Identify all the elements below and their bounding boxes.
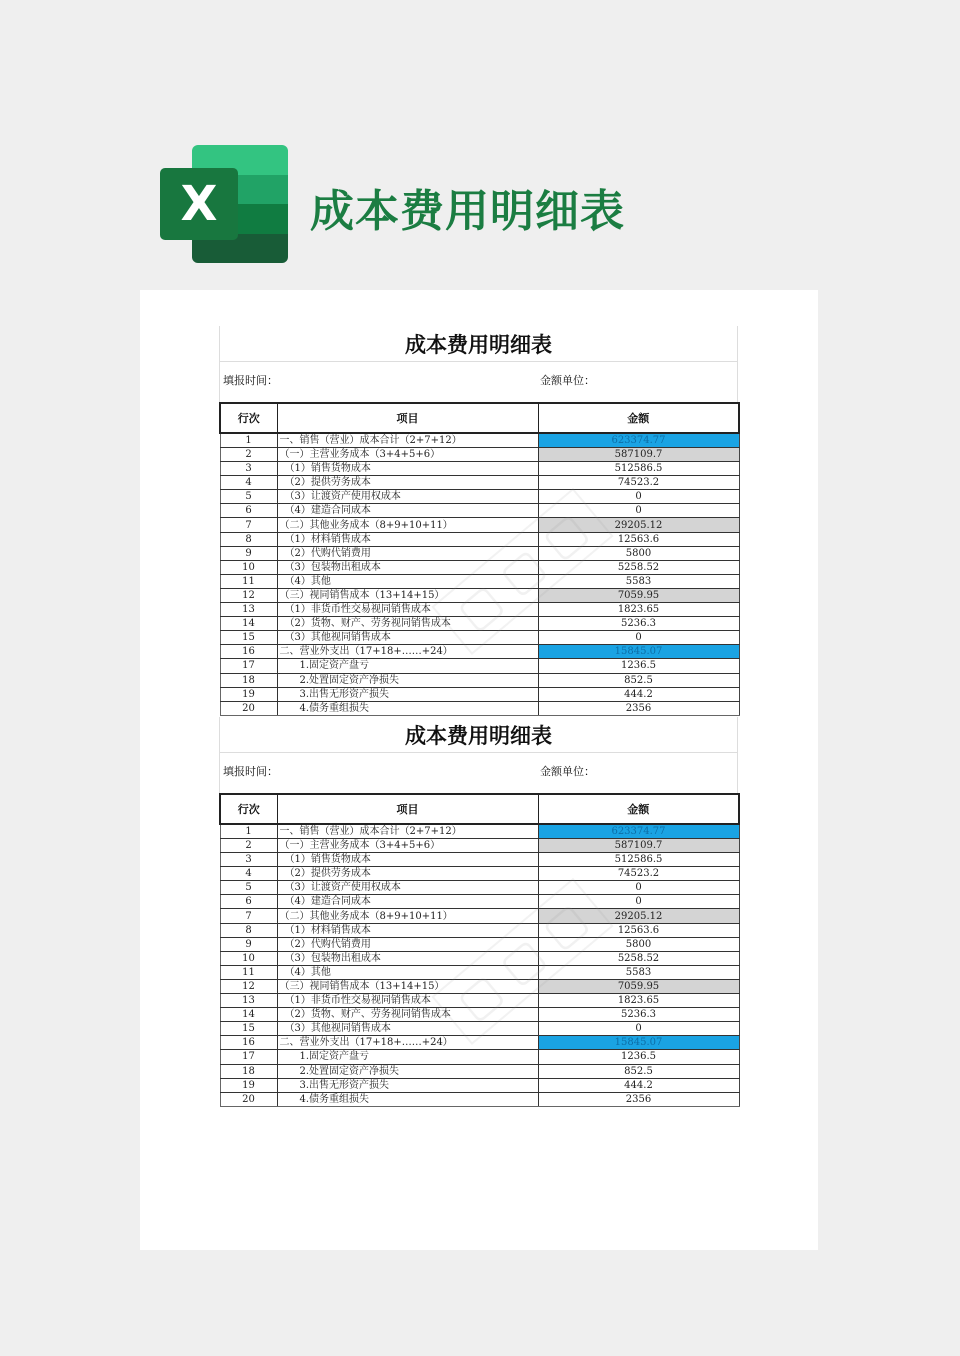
column-header-item: 项目 [277,794,538,824]
table-row [220,881,739,895]
row-number-cell: 17 [220,1050,277,1064]
amount-cell: 1823.65 [538,994,739,1008]
table-header-row [220,403,739,433]
amount-cell: 0 [538,631,739,645]
spacer [219,783,738,793]
amount-cell: 29205.12 [538,518,739,532]
table-row [220,867,739,881]
row-number-cell: 5 [220,490,277,504]
column-header-amount: 金额 [538,794,739,824]
amount-cell: 444.2 [538,1078,739,1092]
amount-cell: 15845.07 [538,1036,739,1050]
row-number-cell: 16 [220,645,277,659]
amount-cell: 1236.5 [538,1050,739,1064]
table-row [220,853,739,867]
excel-icon [160,145,290,265]
table-row [220,645,739,659]
table-row [220,979,739,993]
fill-time-label: 填报时间： [223,374,278,387]
amount-cell: 5800 [538,937,739,951]
sheet-title: 成本费用明细表 [219,717,738,753]
item-cell: （3）让渡资产使用权成本 [277,490,538,504]
item-cell: 4.债务重组损失 [277,701,538,715]
sheet-meta [219,362,738,392]
item-cell: 3.出售无形资产损失 [277,687,538,701]
row-number-cell: 16 [220,1036,277,1050]
table-row [220,839,739,853]
cost-table [219,793,740,1107]
amount-cell: 587109.7 [538,839,739,853]
table-row [220,546,739,560]
row-number-cell: 1 [220,433,277,448]
sheet-meta [219,753,738,783]
row-number-cell: 8 [220,923,277,937]
table-row [220,603,739,617]
table-row [220,687,739,701]
table-row [220,951,739,965]
item-cell: （4）其他 [277,574,538,588]
table-row [220,965,739,979]
amount-cell: 2356 [538,1092,739,1106]
spacer [219,392,738,402]
row-number-cell: 4 [220,867,277,881]
row-number-cell: 8 [220,532,277,546]
item-cell: （2）提供劳务成本 [277,476,538,490]
item-cell: （1）销售货物成本 [277,462,538,476]
table-row [220,1022,739,1036]
item-cell: 3.出售无形资产损失 [277,1078,538,1092]
item-cell: 1.固定资产盘亏 [277,659,538,673]
table-row [220,1064,739,1078]
column-header-amount: 金额 [538,403,739,433]
amount-cell: 623374.77 [538,824,739,839]
row-number-cell: 9 [220,546,277,560]
table-row [220,490,739,504]
item-cell: （3）包装物出租成本 [277,560,538,574]
table-row [220,1092,739,1106]
row-number-cell: 5 [220,881,277,895]
table-row [220,617,739,631]
row-number-cell: 10 [220,560,277,574]
table-row [220,631,739,645]
row-number-cell: 6 [220,504,277,518]
amount-cell: 444.2 [538,687,739,701]
amount-cell: 5583 [538,574,739,588]
item-cell: （二）其他业务成本（8+9+10+11） [277,518,538,532]
column-header-row-no: 行次 [220,794,277,824]
row-number-cell: 4 [220,476,277,490]
item-cell: （2）提供劳务成本 [277,867,538,881]
table-row [220,462,739,476]
table-row [220,673,739,687]
amount-cell: 0 [538,1022,739,1036]
item-cell: 1.固定资产盘亏 [277,1050,538,1064]
row-number-cell: 17 [220,659,277,673]
row-number-cell: 19 [220,1078,277,1092]
table-row [220,1078,739,1092]
row-number-cell: 20 [220,701,277,715]
row-number-cell: 12 [220,588,277,602]
row-number-cell: 1 [220,824,277,839]
item-cell: （2）代购代销费用 [277,546,538,560]
amount-cell: 2356 [538,701,739,715]
table-row [220,659,739,673]
table-row [220,476,739,490]
amount-cell: 512586.5 [538,853,739,867]
table-row [220,994,739,1008]
page-header [160,145,720,265]
row-number-cell: 10 [220,951,277,965]
row-number-cell: 2 [220,448,277,462]
table-row [220,701,739,715]
item-cell: （3）其他视同销售成本 [277,631,538,645]
item-cell: （1）材料销售成本 [277,532,538,546]
row-number-cell: 13 [220,603,277,617]
amount-cell: 0 [538,504,739,518]
item-cell: （4）建造合同成本 [277,504,538,518]
amount-cell: 74523.2 [538,476,739,490]
amount-cell: 7059.95 [538,588,739,602]
amount-unit-label: 金额单位： [540,374,595,387]
item-cell: （1）非货币性交易视同销售成本 [277,994,538,1008]
item-cell: （二）其他业务成本（8+9+10+11） [277,909,538,923]
table-row [220,560,739,574]
amount-cell: 1823.65 [538,603,739,617]
amount-cell: 1236.5 [538,659,739,673]
amount-cell: 5258.52 [538,951,739,965]
row-number-cell: 13 [220,994,277,1008]
table-row [220,588,739,602]
row-number-cell: 2 [220,839,277,853]
table-row [220,532,739,546]
row-number-cell: 3 [220,462,277,476]
row-number-cell: 6 [220,895,277,909]
page-title: 成本费用明细表 [310,186,625,237]
amount-cell: 5800 [538,546,739,560]
item-cell: （三）视同销售成本（13+14+15） [277,588,538,602]
row-number-cell: 14 [220,1008,277,1022]
row-number-cell: 7 [220,518,277,532]
column-header-item: 项目 [277,403,538,433]
row-number-cell: 15 [220,631,277,645]
row-number-cell: 20 [220,1092,277,1106]
item-cell: 二、营业外支出（17+18+……+24） [277,1036,538,1050]
table-row [220,895,739,909]
table-row [220,1008,739,1022]
row-number-cell: 3 [220,853,277,867]
row-number-cell: 18 [220,673,277,687]
table-row [220,909,739,923]
item-cell: （三）视同销售成本（13+14+15） [277,979,538,993]
amount-cell: 0 [538,895,739,909]
sheet-title: 成本费用明细表 [219,326,738,362]
item-cell: （2）货物、财产、劳务视同销售成本 [277,1008,538,1022]
item-cell: 2.处置固定资产净损失 [277,673,538,687]
item-cell: 二、营业外支出（17+18+……+24） [277,645,538,659]
table-row [220,1036,739,1050]
amount-cell: 0 [538,881,739,895]
amount-cell: 12563.6 [538,532,739,546]
item-cell: 一、销售（营业）成本合计（2+7+12） [277,433,538,448]
item-cell: （3）其他视同销售成本 [277,1022,538,1036]
amount-cell: 5583 [538,965,739,979]
amount-cell: 852.5 [538,673,739,687]
row-number-cell: 11 [220,965,277,979]
table-row [220,448,739,462]
amount-cell: 74523.2 [538,867,739,881]
amount-cell: 512586.5 [538,462,739,476]
row-number-cell: 7 [220,909,277,923]
row-number-cell: 11 [220,574,277,588]
table-row [220,824,739,839]
item-cell: （3）包装物出租成本 [277,951,538,965]
table-row [220,518,739,532]
item-cell: （一）主营业务成本（3+4+5+6） [277,448,538,462]
row-number-cell: 18 [220,1064,277,1078]
column-header-row-no: 行次 [220,403,277,433]
amount-cell: 12563.6 [538,923,739,937]
row-number-cell: 19 [220,687,277,701]
amount-cell: 5236.3 [538,1008,739,1022]
amount-cell: 0 [538,490,739,504]
item-cell: （一）主营业务成本（3+4+5+6） [277,839,538,853]
item-cell: （3）让渡资产使用权成本 [277,881,538,895]
table-body [220,433,739,715]
amount-cell: 623374.77 [538,433,739,448]
item-cell: （1）销售货物成本 [277,853,538,867]
amount-cell: 5258.52 [538,560,739,574]
table-body [220,824,739,1106]
item-cell: 2.处置固定资产净损失 [277,1064,538,1078]
spreadsheet-preview-2 [219,717,738,1107]
item-cell: （2）货物、财产、劳务视同销售成本 [277,617,538,631]
item-cell: （2）代购代销费用 [277,937,538,951]
table-header-row [220,794,739,824]
fill-time-label: 填报时间： [223,765,278,778]
table-row [220,1050,739,1064]
excel-logo-badge: X [160,168,238,240]
amount-cell: 7059.95 [538,979,739,993]
table-row [220,937,739,951]
amount-unit-label: 金额单位： [540,765,595,778]
row-number-cell: 14 [220,617,277,631]
table-row [220,504,739,518]
amount-cell: 29205.12 [538,909,739,923]
amount-cell: 587109.7 [538,448,739,462]
row-number-cell: 9 [220,937,277,951]
row-number-cell: 12 [220,979,277,993]
row-number-cell: 15 [220,1022,277,1036]
cost-table [219,402,740,716]
item-cell: （1）非货币性交易视同销售成本 [277,603,538,617]
spreadsheet-preview-1 [219,326,738,716]
amount-cell: 852.5 [538,1064,739,1078]
table-row [220,574,739,588]
amount-cell: 15845.07 [538,645,739,659]
item-cell: （4）建造合同成本 [277,895,538,909]
item-cell: 一、销售（营业）成本合计（2+7+12） [277,824,538,839]
table-row [220,923,739,937]
amount-cell: 5236.3 [538,617,739,631]
item-cell: （1）材料销售成本 [277,923,538,937]
table-row [220,433,739,448]
item-cell: 4.债务重组损失 [277,1092,538,1106]
item-cell: （4）其他 [277,965,538,979]
